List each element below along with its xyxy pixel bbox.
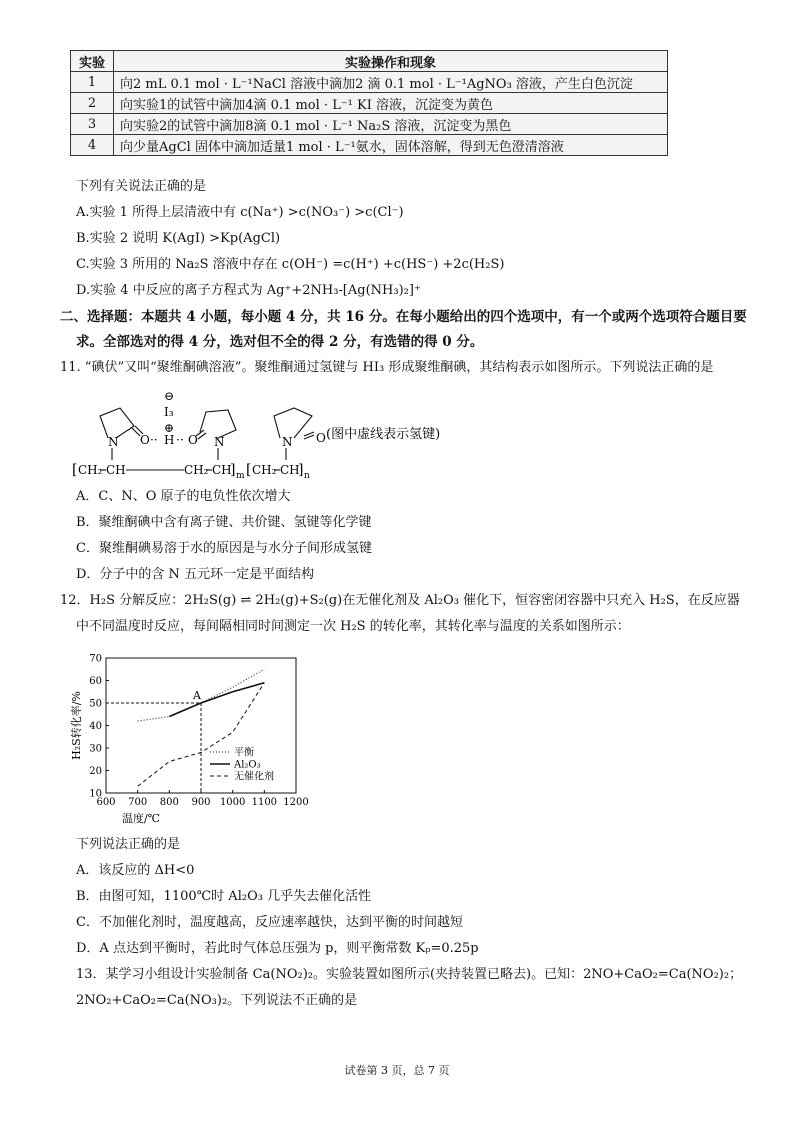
q12-stem-line3: 下列说法正确的是 [76, 837, 181, 852]
chem-n: N [108, 435, 119, 449]
q10-stem: 下列有关说法正确的是 [76, 179, 207, 194]
x-tick-label: 800 [159, 797, 179, 808]
chem-ch: CH [212, 463, 232, 477]
chart-x-label: 温度/℃ [121, 812, 161, 825]
y-tick-label: 60 [89, 676, 102, 687]
chart-legend [210, 746, 274, 783]
chem-ch: CH [280, 463, 300, 477]
table-cell-num: 3 [71, 114, 114, 135]
x-tick-label: 600 [96, 797, 116, 808]
chart-guides [106, 703, 201, 793]
svg-text:]: ] [298, 462, 304, 478]
table-cell-text: 向2 mL 0.1 mol · L⁻¹NaCl 溶液中滴加2 滴 0.1 mol · L⁻¹AgNO₃ 溶液，产生白色沉淀 [114, 72, 668, 93]
q12-stem-line1: 12．H₂S 分解反应：2H₂S(g) ⇌ 2H₂(g)+S₂(g)在无催化剂及 Al₂O₃ 催化下，恒容密闭容器中只充入 H₂S，在反应器 [60, 593, 740, 608]
y-tick-label: 30 [89, 743, 102, 755]
table-row [71, 93, 668, 114]
chem-o: O [140, 433, 150, 447]
chem-o: O [316, 431, 326, 445]
y-tick-label: 40 [89, 721, 102, 732]
experiment-table [70, 50, 668, 156]
ring-3 [274, 408, 312, 438]
table-row [71, 114, 668, 135]
table-cell-text: 向实验2的试管中滴加8滴 0.1 mol · L⁻¹ Na₂S 溶液，沉淀变为黑色 [114, 114, 668, 135]
y-tick-label: 20 [89, 766, 102, 777]
chem-ch: CH [106, 463, 126, 477]
q10-option-a: A.实验 1 所得上层清液中有 c(Na⁺) >c(NO₃⁻) >c(Cl⁻) [76, 205, 404, 220]
chem-o: O [188, 433, 198, 447]
chem-ch2: CH₂ [252, 463, 277, 477]
q11-note: (图中虚线表示氢键) [326, 427, 441, 442]
q10-option-d: D.实验 4 中反应的离子方程式为 Ag⁺+2NH₃-[Ag(NH₃)₂]⁺ [76, 283, 421, 298]
x-tick-label: 1100 [251, 797, 278, 808]
q11-option-c: C．聚维酮碘易溶于水的原因是与水分子间形成氢键 [76, 541, 372, 556]
chart-axes [89, 654, 308, 809]
chart-y-label: H₂S转化率/% [70, 691, 83, 760]
polyvinylpyrrolidone-structure [68, 386, 468, 486]
page-footer: 试卷第 3 页，总 7 页 [344, 1064, 450, 1077]
q12-option-a: A．该反应的 ΔH<0 [76, 863, 195, 878]
x-tick-label: 900 [191, 797, 211, 808]
table-cell-num: 2 [71, 93, 114, 114]
legend-label: 平衡 [234, 747, 254, 759]
series-line-solid [169, 683, 264, 717]
table-row [71, 72, 668, 93]
chem-h: H [164, 433, 175, 447]
chem-i3: I₃ [164, 405, 174, 419]
svg-text:]: ] [230, 462, 236, 478]
chem-ch2: CH₂ [78, 463, 103, 477]
q13-line2: 2NO₂+CaO₂=Ca(NO₃)₂。下列说法不正确的是 [76, 993, 358, 1008]
table-cell-num: 1 [71, 72, 114, 93]
chem-n: N [214, 435, 225, 449]
table-cell-num: 4 [71, 135, 114, 156]
y-tick-label: 10 [89, 788, 102, 800]
chem-hbond: ·· [150, 433, 158, 447]
ring-1 [100, 408, 134, 438]
q10-option-c: C.实验 3 所用的 Na₂S 溶液中存在 c(OH⁻) =c(H⁺) +c(HS⁻) +2c(H₂S) [76, 257, 505, 272]
chem-sub-m: m [236, 471, 245, 481]
section-heading: 二、选择题：本题共 4 小题，每小题 4 分，共 16 分。在每小题给出的四个选项中，有一个或两个选项符合题目要 [60, 309, 747, 325]
x-tick-label: 1000 [219, 797, 246, 808]
chart-point-label: A [193, 689, 201, 702]
chem-hbond: ·· [176, 433, 184, 447]
table-header-cell: 实验 [71, 51, 114, 72]
y-tick-label: 70 [89, 653, 102, 665]
section-heading-cont: 求。全部选对的得 4 分，选对但不全的得 2 分，有选错的得 0 分。 [76, 334, 484, 350]
q11-option-b: B．聚维酮碘中含有离子键、共价键、氢键等化学键 [76, 515, 372, 530]
table-header-cell: 实验操作和现象 [114, 51, 668, 72]
x-tick-label: 1200 [283, 797, 309, 808]
table-header-row [71, 51, 668, 72]
y-tick-label: 50 [89, 698, 102, 710]
q12-stem-line2: 中不同温度时反应，每间隔相同时间测定一次 H₂S 的转化率，其转化率与温度的关系如图所示： [76, 619, 630, 634]
q12-option-b: B．由图可知，1100℃时 Al₂O₃ 几乎失去催化活性 [76, 889, 372, 904]
svg-text:[: [ [246, 462, 252, 478]
q11-stem: 11. “碘伏”又叫“聚维酮碘溶液”。聚维酮通过氢键与 HI₃ 形成聚维酮碘，其结构表示如图所示。下列说法正确的是 [60, 360, 714, 375]
table-cell-text: 向少量AgCl 固体中滴加适量1 mol · L⁻¹氨水，固体溶解，得到无色澄清溶液 [114, 135, 668, 156]
svg-text:[: [ [72, 462, 78, 478]
chem-ch2: CH₂ [184, 463, 209, 477]
legend-label: Al₂O₃ [234, 759, 261, 771]
q11-option-d: D．分子中的含 N 五元环一定是平面结构 [76, 567, 315, 582]
legend-label: 无催化剂 [234, 771, 274, 783]
chem-pos-charge: ⊕ [164, 421, 175, 435]
table-row [71, 135, 668, 156]
conversion-chart [70, 648, 310, 828]
chem-n: N [282, 435, 293, 449]
q11-option-a: A．C、N、O 原子的电负性依次增大 [76, 489, 291, 504]
q13-line1: 13．某学习小组设计实验制备 Ca(NO₂)₂。实验装置如图所示(夹持装置已略去)。已知：2NO+CaO₂=Ca(NO₂)₂； [76, 967, 743, 982]
q12-option-d: D．A 点达到平衡时，若此时气体总压强为 p，则平衡常数 Kₚ=0.25p [76, 941, 479, 956]
chem-neg-charge: ⊖ [164, 389, 175, 403]
chem-sub-n: n [304, 471, 310, 481]
table-cell-text: 向实验1的试管中滴加4滴 0.1 mol · L⁻¹ KI 溶液，沉淀变为黄色 [114, 93, 668, 114]
x-tick-label: 700 [128, 797, 148, 808]
q12-option-c: C．不加催化剂时，温度越高，反应速率越快，达到平衡的时间越短 [76, 915, 463, 930]
q10-option-b: B.实验 2 说明 K(AgI) >Kp(AgCl) [76, 231, 281, 246]
